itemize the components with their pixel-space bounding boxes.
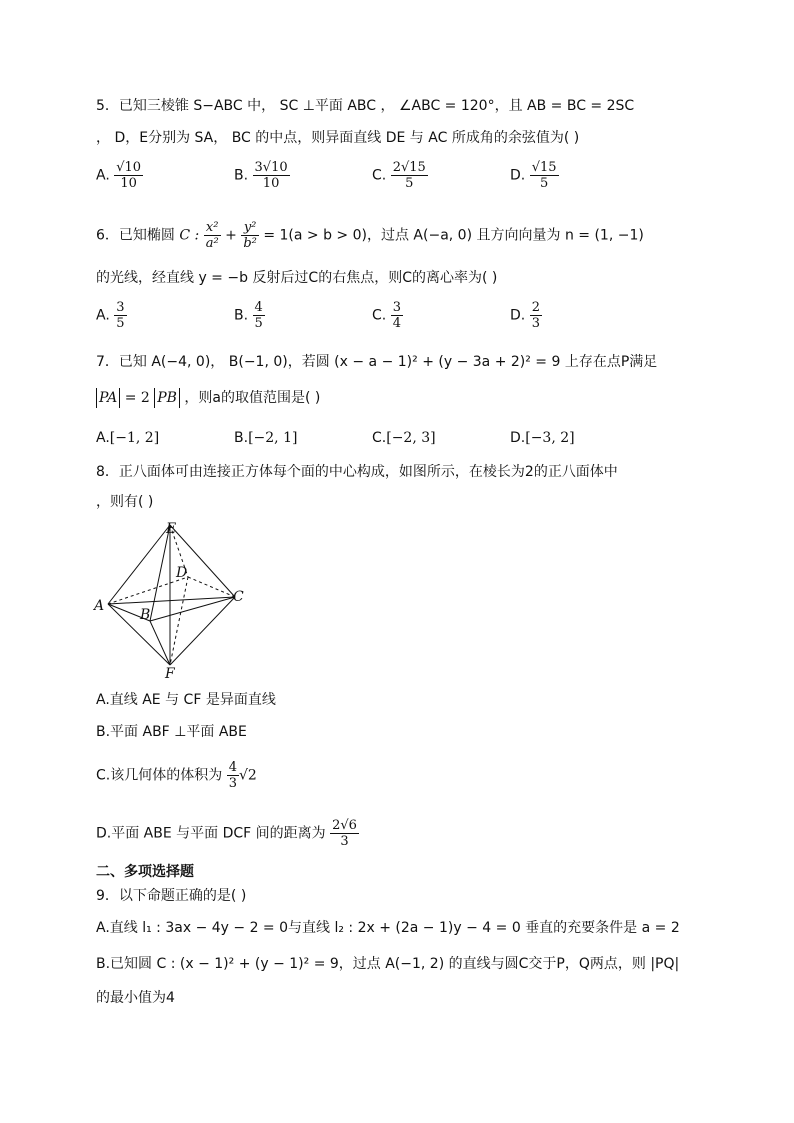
option-text: [−2, 3] <box>386 430 436 446</box>
denominator: 4 <box>392 316 401 331</box>
numerator: x² <box>204 220 221 236</box>
q6-option-d <box>510 300 542 331</box>
vector-pa: PA <box>96 388 120 408</box>
q7-stem-line2 <box>96 388 320 408</box>
option-label: A. <box>96 307 110 324</box>
q7-option-c <box>372 428 436 448</box>
denominator: 3 <box>340 834 349 849</box>
denominator: 5 <box>539 176 549 191</box>
numerator: 2√6 <box>332 818 357 833</box>
edge-bf <box>150 621 170 665</box>
denominator: 3 <box>228 776 237 791</box>
numerator: 4 <box>254 300 263 315</box>
fraction <box>330 818 359 849</box>
edge-ea <box>108 525 170 604</box>
option-label: B. <box>234 307 249 324</box>
q7-stem-line1: 7．已知 A(−4, 0)， B(−1, 0)，若圆 (x − a − 1)² + (y − 3a + 2)² = 9 上存在点P满足 <box>96 354 658 370</box>
numerator: y² <box>241 220 259 236</box>
numerator: 3 <box>392 300 401 315</box>
option-label: D. <box>510 167 526 184</box>
q8-option-b: B.平面 ABF ⊥平面 ABE <box>96 724 247 740</box>
q6-stem-line2: 的光线，经直线 y = −b 反射后过C的右焦点，则C的离心率为( ) <box>96 270 498 286</box>
fraction <box>253 160 290 191</box>
q7-option-b <box>234 428 297 448</box>
denominator: a² <box>205 236 219 251</box>
denominator: b² <box>243 236 257 251</box>
numerator: 3√10 <box>254 160 288 175</box>
numerator: 4 <box>228 760 237 775</box>
vector-pb: PB <box>154 388 180 408</box>
vertex-label-d: D <box>176 565 188 581</box>
option-label: B. <box>234 167 249 184</box>
fraction <box>391 300 403 331</box>
option-label: D. <box>510 430 526 446</box>
q8-option-d <box>96 818 359 849</box>
fraction <box>530 300 542 331</box>
vertex-label-b: B <box>140 607 151 623</box>
option-text: C.该几何体的体积为 <box>96 767 223 784</box>
fraction <box>114 300 126 331</box>
edge-ec <box>170 525 235 597</box>
denominator: 3 <box>531 316 540 331</box>
vertex-label-f: F <box>165 666 175 682</box>
option-label: B. <box>234 430 249 446</box>
fraction <box>114 160 143 191</box>
option-text: [−1, 2] <box>109 430 160 446</box>
q8-stem-line1: 8．正八面体可由连接正方体每个面的中心构成，如图所示，在棱长为2的正八面体中 <box>96 464 618 480</box>
numerator: 3 <box>116 300 125 315</box>
q6-option-b <box>234 300 265 331</box>
edge-eb <box>150 525 170 621</box>
q5-option-c <box>372 160 428 191</box>
edge-af <box>108 604 170 665</box>
q5-stem-line2: ， D，E分别为 SA， BC 的中点，则异面直线 DE 与 AC 所成角的余弦值为( ) <box>96 130 580 146</box>
q7-text-rest: ，则a的取值范围是( ) <box>184 390 321 406</box>
q6-option-c <box>372 300 403 331</box>
q9-option-a: A.直线 l₁ : 3ax − 4y − 2 = 0与直线 l₂ : 2x + (2a − 1)y − 4 = 0 垂直的充要条件是 a = 2 <box>96 920 680 936</box>
plus: + <box>225 227 237 244</box>
sqrt-two: √2 <box>238 767 257 784</box>
section-heading: 二、多项选择题 <box>96 864 194 880</box>
octahedron-figure <box>90 515 260 685</box>
denominator: 10 <box>262 176 280 191</box>
numerator: √15 <box>531 160 557 175</box>
q6-ellipse-name: C : <box>179 227 200 244</box>
q6-option-a <box>96 300 127 331</box>
option-label: C. <box>372 167 387 184</box>
denominator: 5 <box>116 316 125 331</box>
numerator: 2 <box>531 300 540 315</box>
fraction <box>530 160 559 191</box>
q5-option-a <box>96 160 143 191</box>
q5-option-b <box>234 160 290 191</box>
option-label: A. <box>96 167 110 184</box>
q6-text: 6．已知椭圆 <box>96 227 175 244</box>
option-label: C. <box>372 307 387 324</box>
fraction-y <box>241 220 259 251</box>
fraction-x <box>204 220 221 251</box>
q5-stem-line1: 5．已知三棱锥 S−ABC 中， SC ⊥平面 ABC ， ∠ABC = 120°，且 AB = BC = 2SC <box>96 98 635 114</box>
numerator: √10 <box>116 160 142 175</box>
q8-option-a: A.直线 AE 与 CF 是异面直线 <box>96 692 276 708</box>
edge-df-hidden <box>170 577 188 665</box>
vertex-label-a: A <box>94 598 105 614</box>
option-label: C. <box>372 430 387 446</box>
fraction <box>391 160 428 191</box>
vertex-label-c: C <box>233 589 244 605</box>
q9-option-b-line1: B.已知圆 C : (x − 1)² + (y − 1)² = 9，过点 A(−1, 2) 的直线与圆C交于P，Q两点，则 |PQ| <box>96 956 680 972</box>
numerator: 2√15 <box>392 160 426 175</box>
q9-stem: 9．以下命题正确的是( ) <box>96 888 247 904</box>
q6-text-rest: = 1(a > b > 0)，过点 A(−a, 0) 且方向向量为 n = (1, −1) <box>263 227 644 244</box>
fraction <box>227 760 239 791</box>
denominator: 5 <box>254 316 263 331</box>
denominator: 5 <box>405 176 414 191</box>
edge-cf <box>170 597 235 665</box>
q8-stem-line2: ，则有( ) <box>96 494 154 510</box>
denominator: 10 <box>120 176 137 191</box>
q6-stem-line1 <box>96 220 644 251</box>
option-label: D. <box>510 307 526 324</box>
vertex-label-e: E <box>166 521 177 537</box>
fraction <box>253 300 265 331</box>
q8-option-c <box>96 760 257 791</box>
q9-option-b-line2: 的最小值为4 <box>96 990 175 1006</box>
option-label: A. <box>96 430 110 446</box>
option-text: [−2, 1] <box>248 430 298 446</box>
option-text: D.平面 ABE 与平面 DCF 间的距离为 <box>96 825 326 842</box>
edge-dc-hidden <box>188 577 235 597</box>
option-text: [−3, 2] <box>525 430 575 446</box>
q5-option-d <box>510 160 559 191</box>
q7-option-a <box>96 428 159 448</box>
q7-option-d <box>510 428 575 448</box>
equals-two: = 2 <box>124 390 150 406</box>
